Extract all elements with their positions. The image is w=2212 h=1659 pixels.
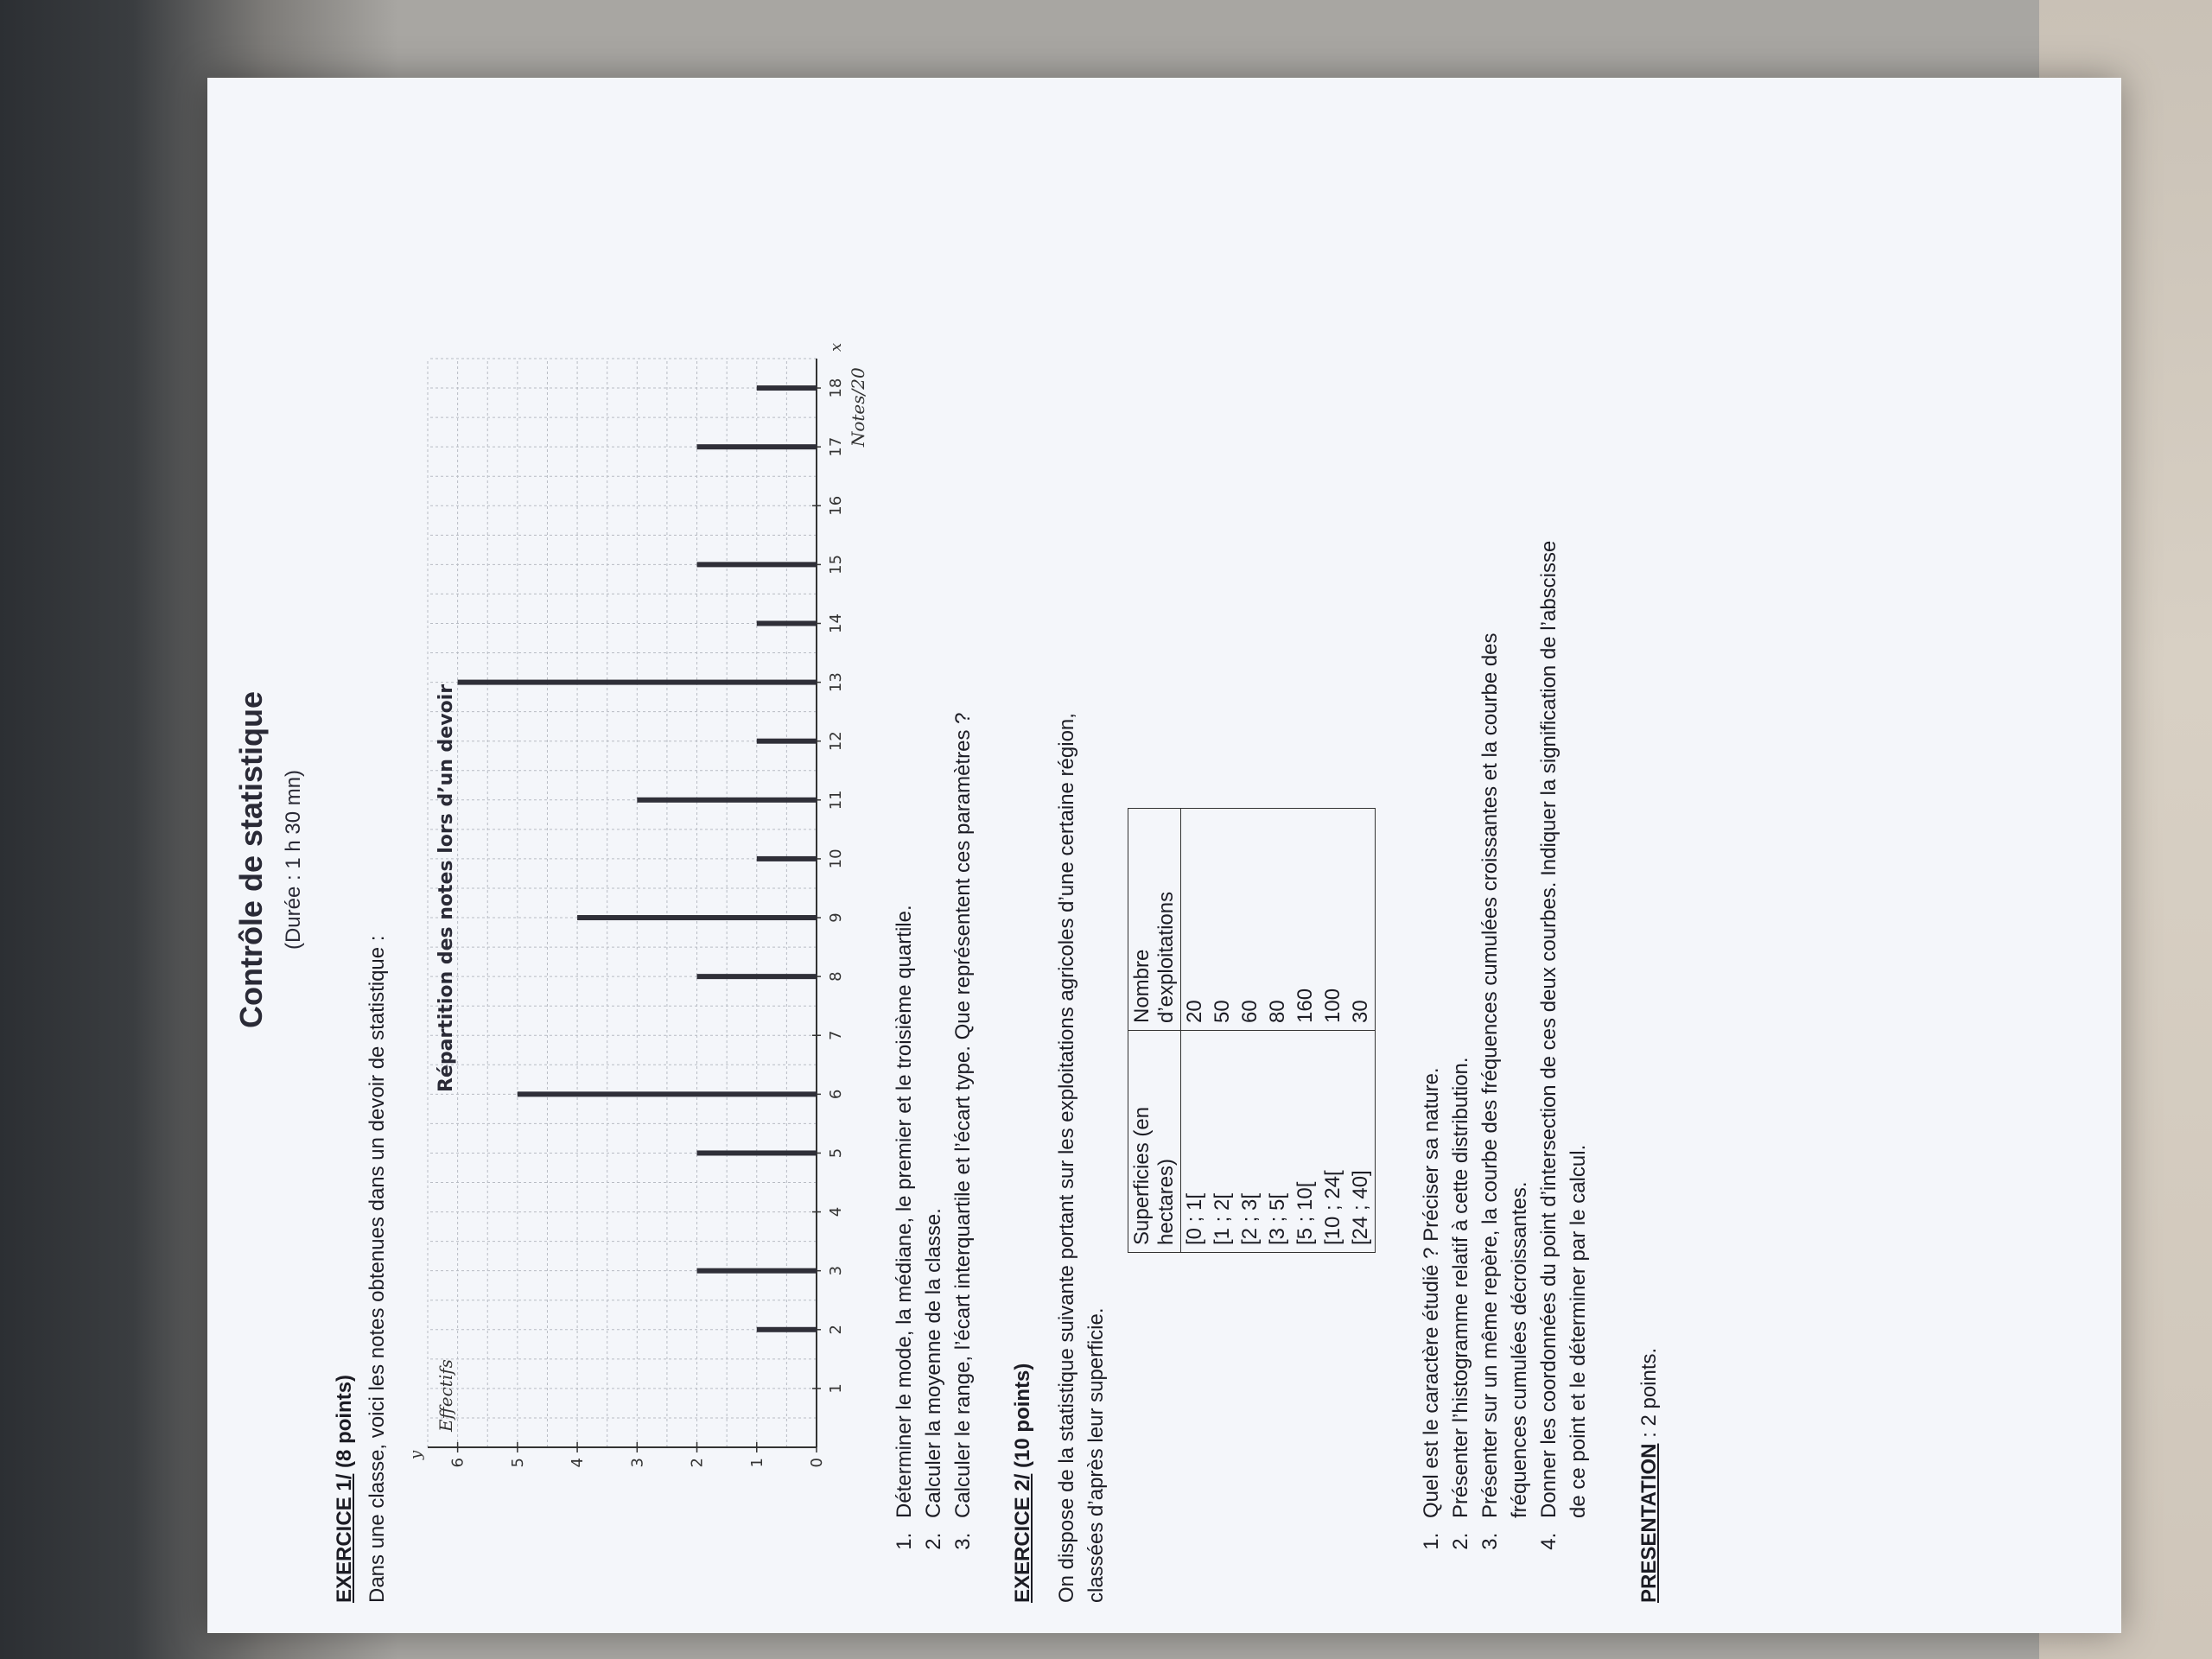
x-tick-label: 3: [827, 1265, 845, 1276]
table-cell-count: 50: [1209, 809, 1236, 1031]
table-cell-interval: [3 ; 5[: [1264, 1031, 1292, 1253]
table-header-text: Superficies (en: [1130, 1106, 1154, 1245]
exercise1-intro: Dans une classe, voici les notes obtenues dans un devoir de statistique :: [365, 935, 389, 1603]
table-cell-interval: [0 ; 1[: [1181, 1031, 1210, 1253]
table-cell-interval: [24 ; 40]: [1347, 1031, 1376, 1253]
x-tick-label: 1: [827, 1383, 845, 1394]
exercise1-questions: [890, 144, 978, 1568]
table-header-text: Nombre: [1130, 949, 1154, 1023]
chart-bar: [757, 385, 817, 391]
presentation-line: [1637, 1348, 1662, 1603]
exercise2-intro-line1: On dispose de la statistique suivante portant sur les exploitations agricoles d’une certaine région,: [1055, 713, 1078, 1603]
table-row: [1236, 809, 1264, 1253]
x-tick-label: 17: [827, 436, 845, 457]
chart-bar: [697, 974, 817, 979]
chart-bar: [757, 739, 817, 744]
x-tick-label: 12: [827, 731, 845, 752]
chart-bar: [697, 1268, 817, 1274]
exam-document: [233, 117, 2082, 1603]
chart-bar: [757, 620, 817, 626]
presentation-label: PRESENTATION: [1637, 1443, 1661, 1603]
notes-chart: [376, 324, 868, 1499]
exercise2-intro-line2: classées d’après leur superficie.: [1084, 1307, 1108, 1603]
x-tick-label: 8: [827, 971, 845, 982]
table-cell-interval: [10 ; 24[: [1319, 1031, 1347, 1253]
y-tick-label: 0: [808, 1458, 826, 1468]
table-row: [1319, 809, 1347, 1253]
chart-bar: [697, 562, 817, 567]
x-tick-label: 10: [827, 849, 845, 869]
x-tick-label: 6: [827, 1089, 845, 1100]
table-header-text: hectares): [1154, 1158, 1178, 1245]
table-row: [1264, 809, 1292, 1253]
exercise2-label: EXERCICE 2/: [1011, 1473, 1034, 1603]
exercise2-questions: [1417, 533, 1593, 1568]
exercise1-question: 2. Calculer la moyenne de la classe.: [919, 144, 949, 1527]
x-tick-label: 18: [827, 378, 845, 398]
chart-bar: [697, 1150, 817, 1155]
y-tick-label: 2: [688, 1458, 707, 1468]
exercise1-label: EXERCICE 1/: [333, 1473, 356, 1603]
table-cell-interval: [1 ; 2[: [1209, 1031, 1236, 1253]
table-header-row: [1128, 809, 1181, 1253]
document-duration: (Durée : 1 h 30 mn): [282, 769, 305, 950]
table-header-nombre: [1128, 809, 1181, 1031]
x-tick-label: 11: [827, 790, 845, 810]
exercise2-question: 1. Quel est le caractère étudié ? Préciser sa nature.: [1417, 533, 1446, 1527]
y-tick-label: 3: [628, 1458, 647, 1468]
table-cell-interval: [2 ; 3[: [1236, 1031, 1264, 1253]
chart-bar: [458, 680, 817, 685]
y-tick-label: 5: [508, 1458, 527, 1468]
table-cell-count: 160: [1292, 809, 1319, 1031]
exercise1-points: (8 points): [333, 1374, 356, 1468]
table-header-text: d’exploitations: [1154, 891, 1178, 1023]
superficies-table: [1128, 808, 1376, 1253]
y-tick-label: 4: [569, 1458, 588, 1468]
chart-bar: [757, 1327, 817, 1332]
chart-bar: [577, 915, 817, 920]
table-row: [1181, 809, 1210, 1253]
table-cell-count: 20: [1181, 809, 1210, 1031]
table-header-superficies: [1128, 1031, 1181, 1253]
table-row: [1292, 809, 1319, 1253]
exercise2-question: 3. Présenter sur un même repère, la courbe des fréquences cumulées croissantes et la courbe des fréquences cumulées décroissantes.: [1476, 533, 1535, 1527]
x-axis-label: Notes/20: [848, 367, 868, 448]
chart-bar: [757, 856, 817, 861]
x-tick-label: 16: [827, 495, 845, 516]
chart-bar: [518, 1091, 817, 1096]
exercise1-question: 1. Déterminer le mode, la médiane, le premier et le troisième quartile.: [890, 144, 919, 1527]
x-tick-label: 9: [827, 912, 845, 923]
y-axis-label: Effectifs: [435, 1359, 456, 1432]
table-cell-count: 80: [1264, 809, 1292, 1031]
table-cell-count: 100: [1319, 809, 1347, 1031]
table-cell-count: 30: [1347, 809, 1376, 1031]
chart-bar: [637, 798, 817, 803]
x-tick-label: 13: [827, 672, 845, 693]
chart-title: Répartition des notes lors d’un devoir: [435, 683, 457, 1093]
x-tick-label: 14: [827, 613, 845, 633]
exercise2-points: (10 points): [1011, 1363, 1034, 1468]
y-tick-label: 1: [747, 1458, 766, 1468]
exercise1-heading: [333, 1375, 357, 1603]
exercise2-question: 4. Donner les coordonnées du point d’intersection de ces deux courbes. Indiquer la signification de l’abscisse de ce point et le déterminer par le calcul.: [1535, 533, 1593, 1527]
table-row: [1347, 809, 1376, 1253]
x-axis-symbol: x: [827, 342, 845, 352]
table-cell-count: 60: [1236, 809, 1264, 1031]
exercise2-heading: [1011, 1363, 1035, 1603]
notes-chart-svg: [376, 324, 868, 1499]
y-axis-symbol: y: [407, 1450, 425, 1459]
presentation-value: : 2 points.: [1637, 1347, 1661, 1444]
exercise2-question: 2. Présenter l’histogramme relatif à cette distribution.: [1446, 533, 1476, 1527]
x-tick-label: 5: [827, 1147, 845, 1159]
y-tick-label: 6: [448, 1458, 467, 1468]
x-tick-label: 2: [827, 1325, 845, 1335]
table-cell-interval: [5 ; 10[: [1292, 1031, 1319, 1253]
x-tick-label: 7: [827, 1030, 845, 1040]
x-tick-label: 4: [827, 1206, 845, 1217]
document-title: Contrôle de statistique: [233, 690, 269, 1029]
table-row: [1209, 809, 1236, 1253]
x-tick-label: 15: [827, 554, 845, 575]
exercise1-question: 3. Calculer le range, l’écart interquartile et l’écart type. Que représentent ces paramètres ?: [949, 144, 978, 1527]
chart-bar: [697, 444, 817, 449]
